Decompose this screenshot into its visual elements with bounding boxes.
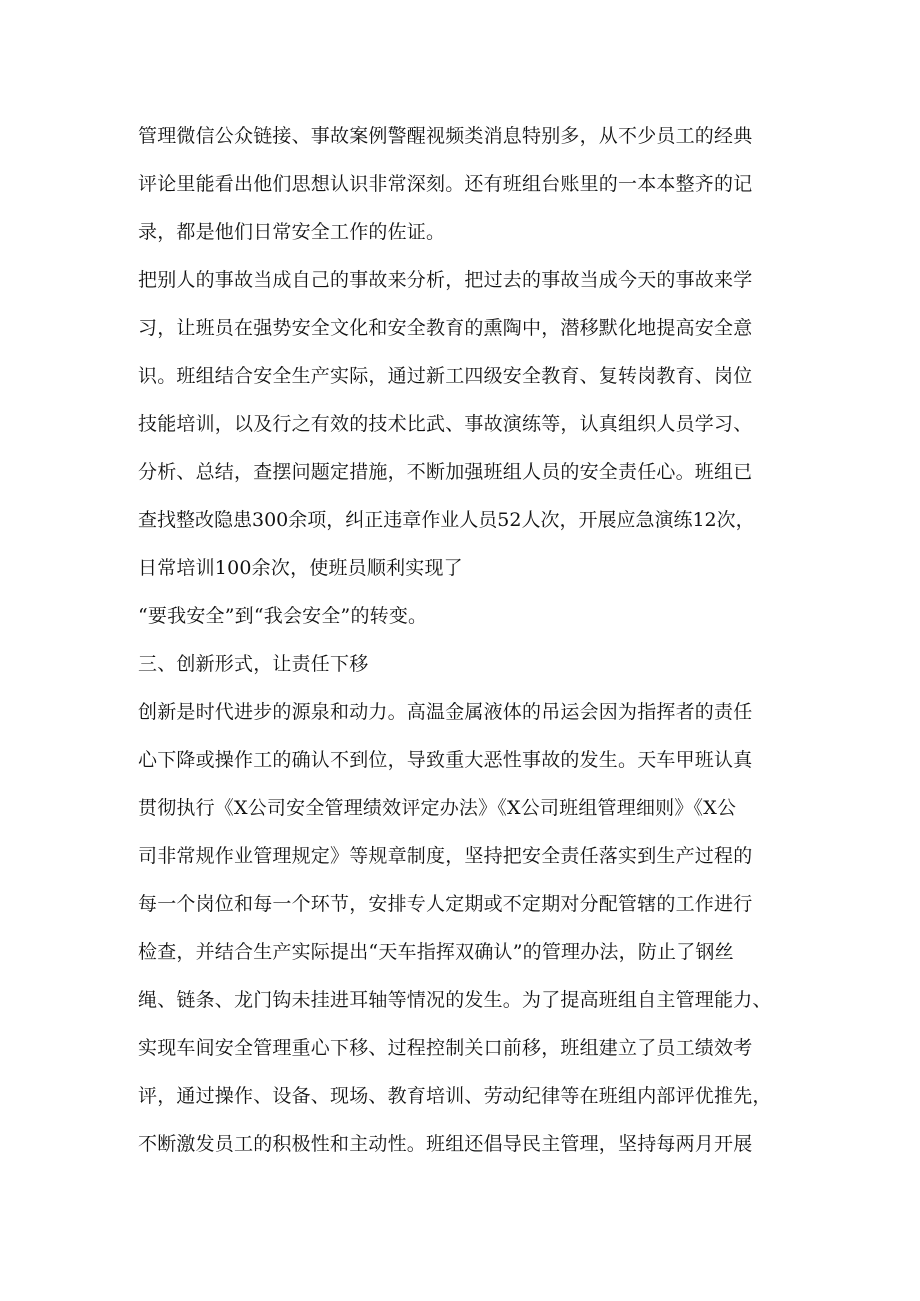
- paragraph-line: 创新是时代进步的源泉和动力。高温金属液体的吊运会因为指挥者的责任: [138, 701, 753, 723]
- paragraph-line: 不断激发员工的积极性和主动性。班组还倡导民主管理，坚持每两月开展: [138, 1133, 753, 1155]
- paragraph-line: 录，都是他们日常安全工作的佐证。: [138, 221, 446, 243]
- paragraph-line: 管理微信公众链接、事故案例警醒视频类消息特别多，从不少员工的经典: [138, 125, 753, 147]
- paragraph-line: 司非常规作业管理规定》等规章制度，坚持把安全责任落实到生产过程的: [138, 845, 753, 867]
- paragraph-line: 评论里能看出他们思想认识非常深刻。还有班组台账里的一本本整齐的记: [138, 173, 753, 195]
- paragraph-line: 分析、总结，查摆问题定措施，不断加强班组人员的安全责任心。班组已: [138, 461, 753, 483]
- paragraph-line: 实现车间安全管理重心下移、过程控制关口前移，班组建立了员工绩效考: [138, 1037, 753, 1059]
- paragraph-line: 心下降或操作工的确认不到位，导致重大恶性事故的发生。天车甲班认真: [138, 749, 753, 771]
- paragraph-line: 每一个岗位和每一个环节，安排专人定期或不定期对分配管辖的工作进行: [138, 893, 753, 915]
- paragraph-line: 贯彻执行《X公司安全管理绩效评定办法》《X公司班组管理细则》《X公: [138, 797, 737, 819]
- paragraph-line: 查找整改隐患300余项，纠正违章作业人员52人次，开展应急演练12次，: [138, 509, 755, 531]
- paragraph-line: 把别人的事故当成自己的事故来分析，把过去的事故当成今天的事故来学: [138, 269, 753, 291]
- paragraph-line: 绳、链条、龙门钩未挂进耳轴等情况的发生。为了提高班组自主管理能力、: [138, 989, 772, 1011]
- paragraph-line: 评，通过操作、设备、现场、教育培训、劳动纪律等在班组内部评优推先，: [138, 1085, 772, 1107]
- paragraph-line: 技能培训，以及行之有效的技术比武、事故演练等，认真组织人员学习、: [138, 413, 753, 435]
- paragraph-line: “要我安全”到“我会安全”的转变。: [138, 605, 428, 627]
- paragraph-line: 识。班组结合安全生产实际，通过新工四级安全教育、复转岗教育、岗位: [138, 365, 753, 387]
- document-body: [138, 112, 788, 1168]
- section-heading: 三、创新形式，让责任下移: [138, 653, 369, 675]
- paragraph-line: 习，让班员在强势安全文化和安全教育的熏陶中，潜移默化地提高安全意: [138, 317, 753, 339]
- paragraph-line: 日常培训100余次，使班员顺利实现了: [138, 557, 463, 579]
- paragraph-line: 检查，并结合生产实际提出“天车指挥双确认”的管理办法，防止了钢丝: [138, 941, 734, 963]
